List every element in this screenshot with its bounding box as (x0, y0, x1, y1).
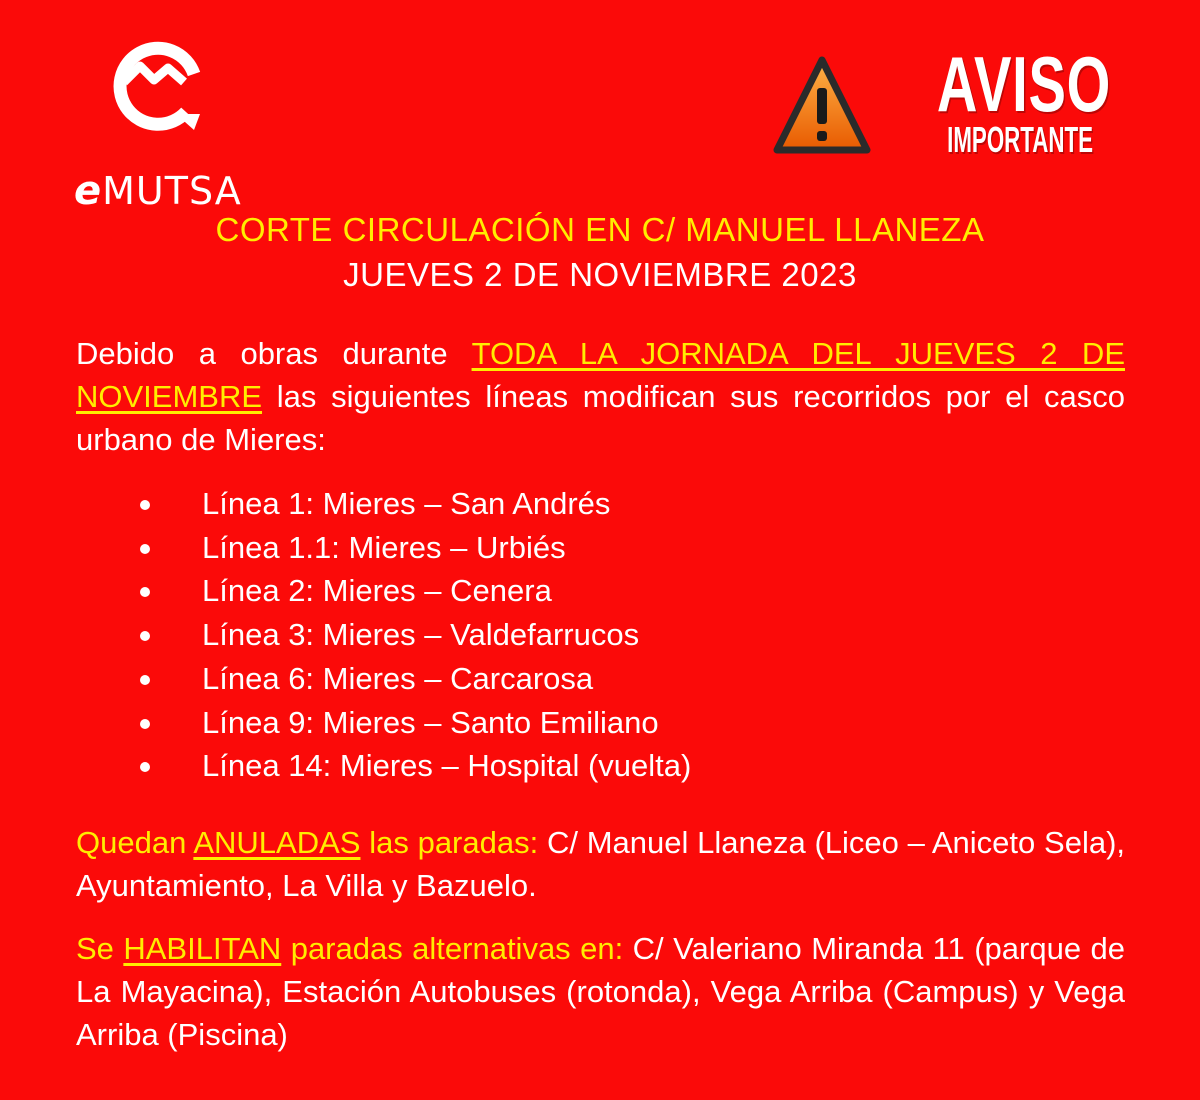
emutsa-logo (74, 30, 244, 214)
headline-line1: CORTE CIRCULACIÓN EN C/ MANUEL LLANEZA (215, 211, 985, 248)
emutsa-logo-icon (110, 30, 206, 160)
intro-part2: las siguientes líneas modifican sus recorridos por el casco urbano de Mieres: (76, 379, 1125, 457)
aviso-importante-badge (908, 40, 1114, 160)
alternatives-prefix: Se (76, 931, 124, 966)
alternatives-text: C/ Valeriano Miranda 11 (parque de La Mayacina), Estación Autobuses (rotonda), Vega Arriba (Campus) y Vega Arriba (Piscina) (76, 931, 1125, 1052)
aviso-subtitle: IMPORTANTE (947, 119, 1094, 160)
warning-triangle-icon (772, 54, 872, 158)
headline-line2: JUEVES 2 DE NOVIEMBRE 2023 (343, 256, 857, 293)
alternatives-keyword: HABILITAN (123, 931, 282, 966)
list-item: Línea 3: Mieres – Valdefarrucos (140, 613, 691, 657)
bullet-icon (140, 544, 150, 554)
intro-highlight: TODA LA JORNADA DEL JUEVES 2 DE NOVIEMBRE (76, 336, 1125, 414)
list-item: Línea 14: Mieres – Hospital (vuelta) (140, 744, 691, 788)
alternative-stops-paragraph (76, 927, 1125, 1056)
list-item: Línea 1: Mieres – San Andrés (140, 482, 691, 526)
bullet-icon (140, 587, 150, 597)
list-item: Línea 9: Mieres – Santo Emiliano (140, 701, 691, 745)
list-item: Línea 2: Mieres – Cenera (140, 569, 691, 613)
list-item: Línea 6: Mieres – Carcarosa (140, 657, 691, 701)
cancelled-prefix: Quedan (76, 825, 194, 860)
list-item: Línea 1.1: Mieres – Urbiés (140, 526, 691, 570)
bullet-icon (140, 675, 150, 685)
bullet-icon (140, 631, 150, 641)
cancelled-text: C/ Manuel Llaneza (Liceo – Aniceto Sela), Ayuntamiento, La Villa y Bazuelo. (76, 825, 1126, 903)
logo-text: eMUTSA (74, 168, 242, 214)
intro-paragraph (76, 332, 1125, 461)
bullet-icon (140, 762, 150, 772)
bullet-icon (140, 719, 150, 729)
cancelled-suffix: las paradas: (360, 825, 539, 860)
cancelled-keyword: ANULADAS (193, 825, 361, 860)
cancelled-stops-paragraph (76, 821, 1125, 907)
affected-lines-list (140, 482, 691, 788)
aviso-title: AVISO (936, 40, 1112, 128)
intro-part1: Debido a obras durante (76, 336, 472, 371)
bullet-icon (140, 500, 150, 510)
alternatives-suffix: paradas alternativas en: (281, 931, 624, 966)
